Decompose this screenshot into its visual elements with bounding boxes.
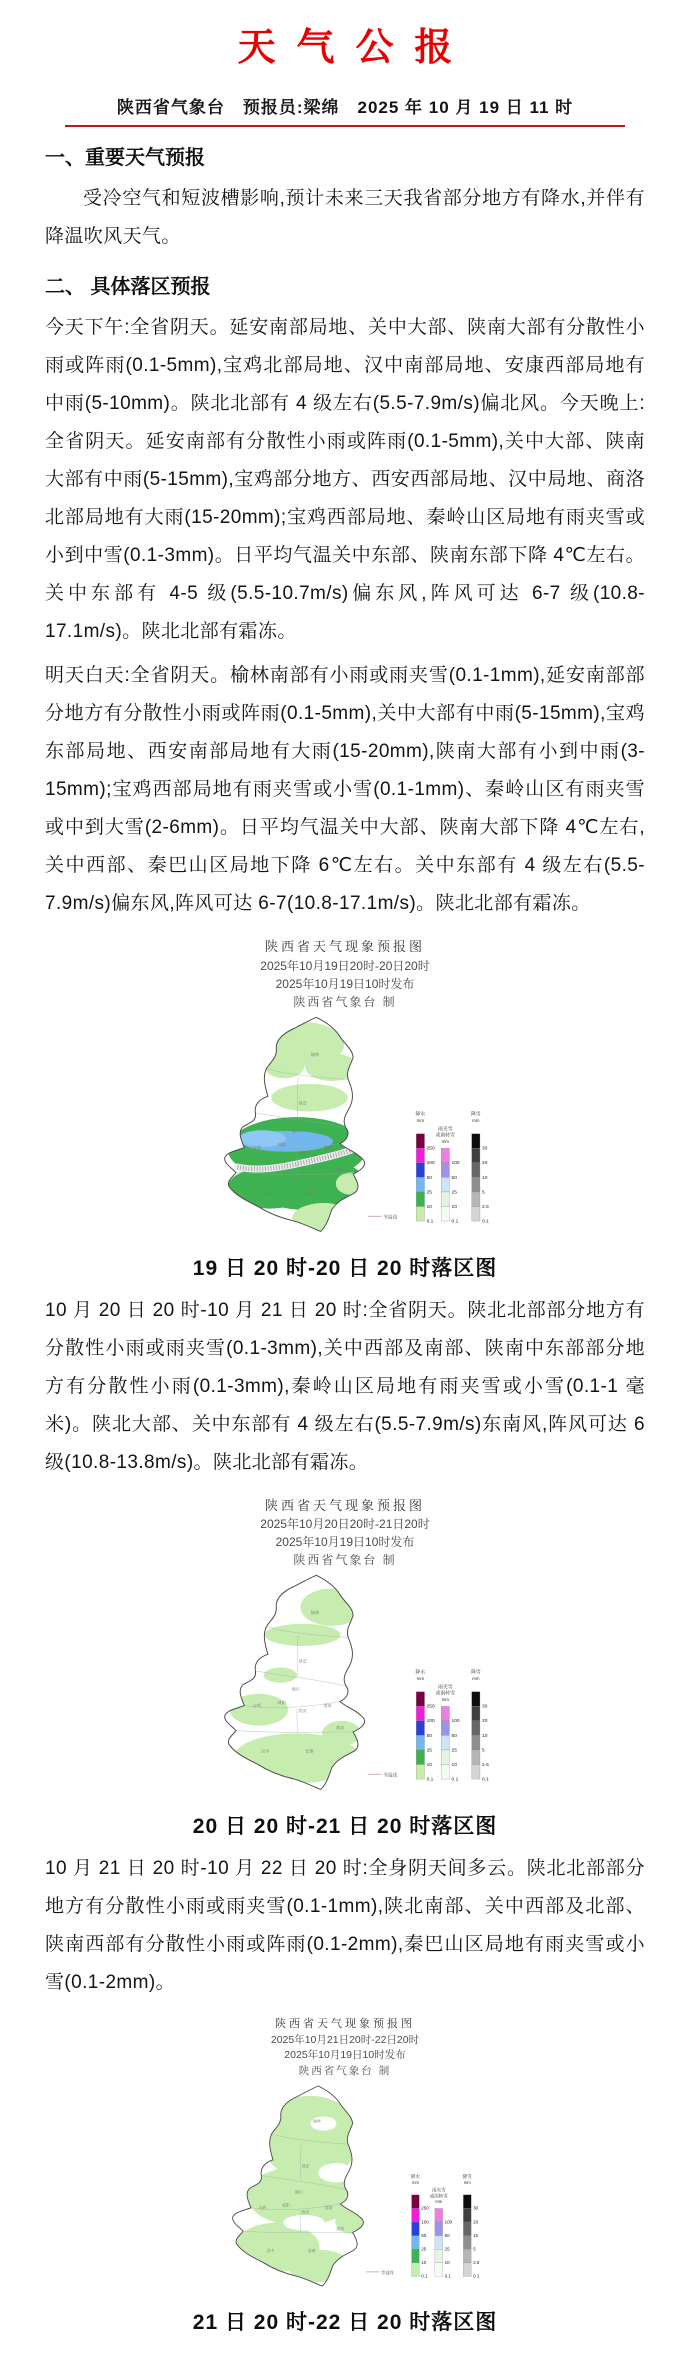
legend-tick: 100 (420, 2219, 429, 2225)
legend-tick: 50 (444, 2232, 450, 2238)
legend-title: 降水 (415, 1670, 425, 1676)
map2-producer: 陕西省气象台 制 (293, 1553, 397, 1567)
legend-tick: 0.1 (426, 1777, 433, 1783)
map-city-label: 西安 (297, 1149, 307, 1155)
map-city-label: 宝鸡 (258, 2204, 266, 2210)
legend-tick: 0.1 (426, 1218, 433, 1224)
legend-tick: 10 (481, 1175, 487, 1181)
map-block-day2 (45, 1496, 645, 1841)
map1-header (45, 937, 645, 1011)
legend-tick: 30 (481, 1146, 487, 1152)
legend-tick: 20 (472, 2219, 478, 2225)
map1-producer: 陕西省气象台 制 (293, 994, 397, 1009)
legend-title: 或雨转雪 (435, 1691, 455, 1697)
map-city-label: 汉中 (265, 2247, 274, 2253)
legend-tick: 25 (420, 2246, 426, 2252)
legend-tick: 250 (426, 1146, 435, 1152)
map-city-label: 渭南 (324, 2204, 333, 2210)
map2-header (45, 1496, 645, 1570)
map3-producer: 陕西省气象台 制 (298, 2065, 392, 2077)
legend-tick: 100 (444, 2219, 452, 2225)
map-city-label: 渭南 (322, 1144, 332, 1150)
map2-valid-period: 2025年10月20日20时-21日20时 (260, 1517, 430, 1531)
map-city-label: 商洛 (335, 2225, 344, 2231)
legend-tick: 100 (426, 1160, 435, 1166)
legend-tick: 0.1 (451, 1218, 458, 1224)
map-city-label: 安康 (307, 2247, 316, 2253)
map1-caption: 19 日 20 时-20 日 20 时落区图 (192, 1256, 498, 1280)
legend-title: mm (463, 2179, 471, 2185)
legend-tick: 10 (420, 2259, 426, 2265)
legend-tick: 30 (481, 1704, 487, 1710)
legend-tick: 100 (426, 1719, 435, 1725)
map-city-label: 咸阳 (277, 1141, 286, 1147)
map-city-label: 安康 (304, 1190, 314, 1196)
legend-tick: 10 (444, 2259, 450, 2265)
map-block-day1 (45, 937, 645, 1282)
map-block-day3 (45, 2016, 645, 2336)
legend-tick: 25 (426, 1189, 432, 1195)
legend-tick: 50 (451, 1733, 457, 1739)
shaanxi-precip-map-day3 (203, 2082, 488, 2296)
legend-tick: 10 (426, 1762, 432, 1768)
map3-issue-time: 2025年10月19日10时发布 (284, 2049, 406, 2062)
map-city-label: 延安 (297, 1100, 307, 1106)
legend-tick: 250 (426, 1704, 435, 1710)
legend-line-label: 等温线 (380, 2269, 394, 2275)
legend-tick: 50 (426, 1733, 432, 1739)
map1-valid-period: 2025年10月19日20时-20日20时 (260, 958, 430, 973)
legend-tick: 0.1 (444, 2273, 451, 2279)
legend-tick: 0.1 (420, 2273, 428, 2279)
legend-tick: 100 (451, 1719, 460, 1725)
map2-caption: 20 日 20 时-21 日 20 时落区图 (192, 1815, 498, 1838)
page-title: 天气公报 (237, 27, 474, 69)
map-city-label: 咸阳 (281, 2202, 290, 2208)
section-1-heading: 一、重要天气预报 (45, 147, 205, 169)
legend-tick: 30 (472, 2205, 478, 2211)
summary-paragraph: 受冷空气和短波槽影响,预计未来三天我省部分地方有降水,并伴有降温吹风天气。 (45, 188, 645, 247)
map-city-label: 咸阳 (277, 1700, 286, 1706)
legend-tick: 2.5 (481, 1762, 489, 1768)
map-city-label: 榆林 (310, 1051, 319, 1057)
legend-tick: 10 (472, 2232, 478, 2238)
forecast-paragraph-today: 今天下午:全省阴天。延安南部局地、关中大部、陕南大部有分散性小雨或阵雨(0.1-5mm),宝鸡北部局地、汉中南部局地、安康西部局地有中雨(5-10mm)。陕北北部有 4 级左右(5.5-7.9m/s)偏北风。今天晚上:全省阴天。延安南部有分散性小雨或阵雨(0.1-5mm),关中大部、陕南大部有中雨(5-15mm),宝鸡部分地方、西安西部局地、汉中局地、商洛北部局地有大雨(15-20mm);宝鸡西部局地、秦岭山区局地有雨夹雪或小到中雪(0.1-3mm)。日平均气温关中东部、陕南东部下降 4℃左右。关中东部有 4-5 级(5.5-10.7m/s)偏东风,阵风可达 6-7 级(10.8-17.1m/s)。陕北北部有霜冻。 (45, 317, 645, 642)
map2-title: 陕西省天气现象预报图 (264, 1497, 425, 1513)
legend-tick: 5 (481, 1189, 485, 1195)
forecast-paragraph-oct21: 10 月 21 日 20 时-10 月 22 日 20 时:全身阴天间多云。陕北北部部分地方有分散性小雨或雨夹雪(0.1-1mm),陕北南部、关中西部及北部、陕南西部有分散性小雨或阵雨(0.1-2mm),秦巴山区局地有雨夹雪或小雪(0.1-2mm)。 (45, 1858, 645, 1993)
map-city-label: 西安 (300, 2209, 309, 2215)
map3-header (45, 2016, 645, 2080)
legend-tick: 5 (481, 1748, 485, 1754)
legend-title: mm (471, 1675, 480, 1681)
legend-tick: 25 (451, 1189, 457, 1195)
map-city-label: 商洛 (335, 1166, 344, 1172)
legend-title: mm (441, 1696, 449, 1702)
map-city-label: 宝鸡 (252, 1144, 261, 1150)
map-city-label: 商洛 (335, 1725, 344, 1731)
legend-line-label: 等温线 (383, 1213, 397, 1219)
legend-tick: 0.1 (481, 1218, 489, 1224)
map2-issue-time: 2025年10月19日10时发布 (275, 1535, 415, 1549)
legend-title: mm (471, 1117, 480, 1123)
legend-tick: 10 (451, 1762, 457, 1768)
legend-title: 雨夹雪 (437, 1126, 453, 1132)
legend-title: 降雪 (470, 1670, 481, 1676)
legend-title: 或雨转雪 (429, 2193, 448, 2199)
legend-tick: 20 (481, 1160, 487, 1166)
legend-title: mm (441, 1138, 449, 1144)
legend-tick: 10 (451, 1204, 457, 1210)
legend-tick: 0.1 (481, 1777, 489, 1783)
legend-title: 降水 (410, 2173, 420, 2179)
map1-issue-time: 2025年10月19日10时发布 (275, 976, 415, 991)
issuer-line (65, 93, 625, 127)
map-city-label: 宝鸡 (252, 1702, 261, 1708)
map-city-label: 西安 (297, 1707, 307, 1713)
shaanxi-precip-map-day2 (193, 1571, 498, 1800)
issuer-text: 陕西省气象台 预报员:梁绵 2025 年 10 月 19 日 11 时 (116, 98, 574, 117)
map-city-label: 铜川 (290, 1127, 300, 1133)
legend-title: 降雪 (462, 2173, 472, 2179)
map-city-label: 渭南 (322, 1702, 332, 1708)
legend-tick: 100 (451, 1160, 460, 1166)
map-city-label: 安康 (304, 1748, 314, 1754)
legend-tick: 2.5 (472, 2259, 479, 2265)
forecast-paragraph-tomorrow: 明天白天:全省阴天。榆林南部有小雨或雨夹雪(0.1-1mm),延安南部部分地方有分散性小雨或阵雨(0.1-5mm),关中大部有中雨(5-15mm),宝鸡东部局地、西安南部局地有大雨(15-20mm),陕南大部有小到中雨(3-15mm);宝鸡西部局地有雨夹雪或小雪(0.1-1mm)、秦岭山区有雨夹雪或中到大雪(2-6mm)。日平均气温关中大部、陕南大部下降 4℃左右,关中西部、秦巴山区局地下降 6℃左右。关中东部有 4 级左右(5.5-7.9m/s)偏东风,阵风可达 6-7(10.8-17.1m/s)。陕北北部有霜冻。 (45, 665, 645, 914)
legend-title: 或雨转雪 (435, 1133, 455, 1139)
map3-caption: 21 日 20 时-22 日 20 时落区图 (192, 2310, 498, 2334)
forecast-paragraph-oct20: 10 月 20 日 20 时-10 月 21 日 20 时:全省阴天。陕北北部部分地方有分散性小雨或雨夹雪(0.1-3mm),关中西部及南部、陕南中东部部分地方有分散性小雨(0.1-3mm),秦岭山区局地有雨夹雪或小雪(0.1-1 毫米)。陕北大部、关中东部有 4 级左右(5.5-7.9m/s)东南风,阵风可达 6 级(10.8-13.8m/s)。陕北北部有霜冻。 (45, 1299, 645, 1473)
legend-tick: 5 (472, 2246, 476, 2252)
map-city-label: 延安 (300, 2163, 309, 2169)
legend-tick: 25 (444, 2246, 450, 2252)
map-city-label: 汉中 (260, 1748, 269, 1754)
map1-title: 陕西省天气现象预报图 (264, 939, 425, 954)
shaanxi-precip-map-day1 (193, 1013, 498, 1242)
legend-tick: 0.1 (472, 2273, 479, 2279)
legend-tick: 50 (420, 2232, 426, 2238)
legend-tick: 20 (481, 1719, 487, 1725)
legend-line-label: 等温线 (383, 1772, 397, 1778)
legend-tick: 10 (481, 1733, 487, 1739)
map3-title: 陕西省天气现象预报图 (275, 2018, 415, 2030)
map3-valid-period: 2025年10月21日20时-22日20时 (270, 2033, 420, 2046)
legend-tick: 25 (426, 1748, 432, 1754)
legend-tick: 250 (420, 2205, 429, 2211)
legend-title: 降水 (415, 1112, 425, 1118)
legend-title: mm (434, 2199, 442, 2204)
legend-title: mm (416, 1675, 424, 1681)
legend-title: mm (416, 1117, 424, 1123)
legend-tick: 50 (426, 1175, 432, 1181)
map-city-label: 铜川 (294, 2189, 303, 2195)
legend-tick: 50 (451, 1175, 457, 1181)
legend-tick: 0.1 (451, 1777, 458, 1783)
map-city-label: 延安 (297, 1658, 307, 1664)
legend-tick: 10 (426, 1204, 432, 1210)
legend-tick: 2.5 (481, 1204, 489, 1210)
legend-title: 降雪 (470, 1112, 481, 1118)
section-2-heading: 二、 具体落区预报 (45, 276, 211, 298)
map-city-label: 榆林 (312, 2118, 321, 2124)
map-city-label: 汉中 (260, 1190, 269, 1196)
map-city-label: 榆林 (310, 1610, 319, 1616)
map-city-label: 铜川 (290, 1686, 300, 1692)
legend-tick: 25 (451, 1748, 457, 1754)
legend-title: 雨夹雪 (431, 2187, 446, 2193)
legend-title: mm (411, 2179, 419, 2185)
legend-title: 雨夹雪 (437, 1685, 453, 1691)
